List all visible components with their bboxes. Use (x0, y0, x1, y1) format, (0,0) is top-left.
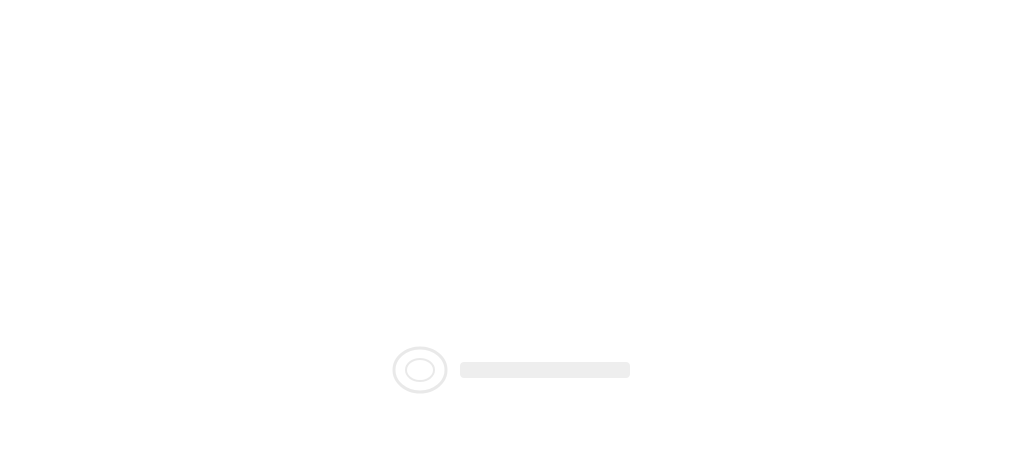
watermark-logo (380, 340, 640, 400)
